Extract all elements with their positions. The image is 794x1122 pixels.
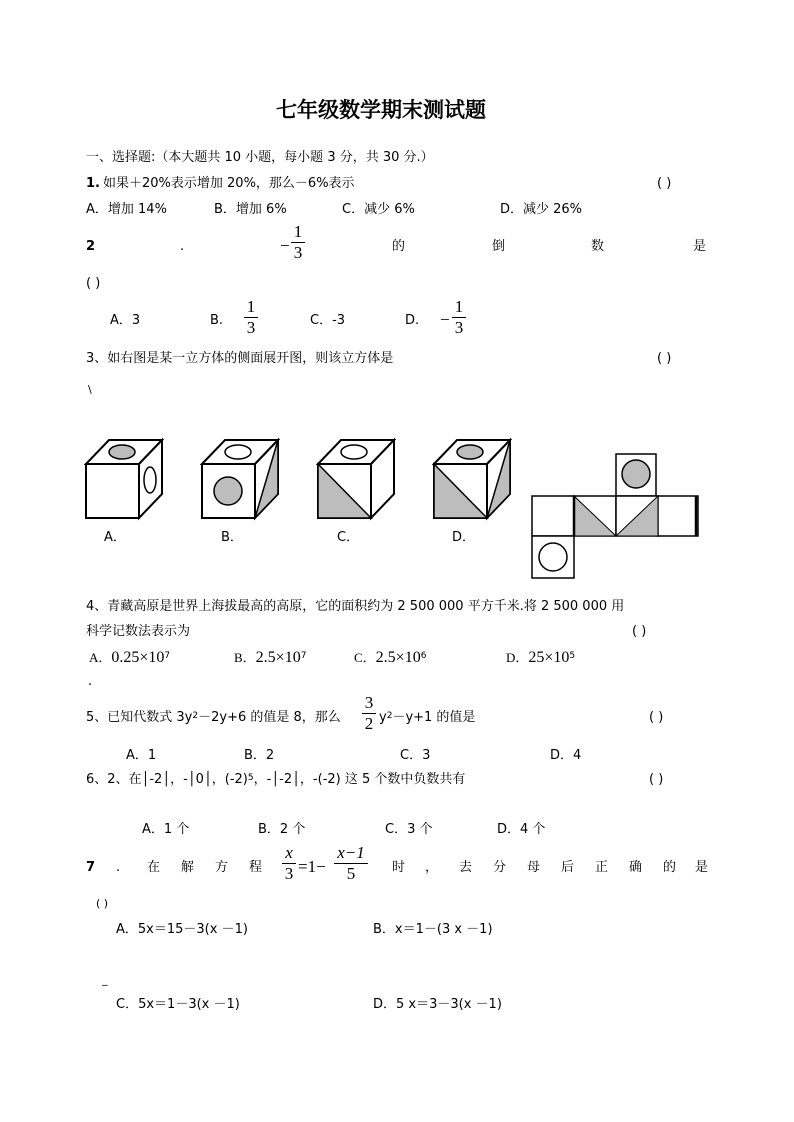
q4-option-a-exp: 7 — [164, 651, 171, 661]
q4-option-d — [506, 650, 575, 667]
q2-option-d: D. — [405, 313, 420, 328]
q7-word-1: 在 — [147, 860, 161, 875]
cube-net-figure — [530, 452, 702, 582]
q4-option-c — [354, 650, 426, 667]
cube-a-figure — [84, 436, 164, 522]
net-bottom-circle — [539, 543, 567, 571]
q7-word2-7: 正 — [595, 860, 609, 875]
q2-word-2: 倒 — [492, 239, 506, 254]
q2-option-b-fraction — [244, 298, 258, 337]
q7-word-3: 方 — [215, 860, 229, 875]
q5-text-post — [379, 710, 475, 726]
cube-b-label: B． — [221, 530, 243, 545]
q7-word2-9: 的 — [663, 860, 677, 875]
q2-option-b-den: 3 — [246, 318, 256, 337]
q4-option-c-exp: 6 — [420, 651, 427, 661]
q5-option-d: D．4 — [550, 748, 582, 763]
q7-word2-3: 去 — [459, 860, 473, 875]
cube-b-figure — [200, 436, 280, 522]
q3-stray-mark: \ — [88, 383, 92, 396]
q5-post-exp: 2 — [386, 711, 393, 721]
q4-text-line2: 科学记数法表示为 — [86, 624, 191, 639]
q7-word-2: 解 — [181, 860, 195, 875]
q5-post: －y+1 的值是 — [392, 710, 476, 725]
q6-text-post: ，-│-2│，-(-2) 这 5 个数中负数共有 — [253, 772, 466, 787]
q4-option-c-label: C． — [354, 650, 376, 665]
q7-option-a: A．5x＝15－3(x －1) — [116, 922, 248, 937]
q5-exp: 2 — [192, 711, 199, 721]
q1-text: 如果＋20%表示增加 20%，那么－6%表示 — [103, 176, 355, 191]
cube-d-figure — [432, 436, 512, 522]
q5-y: y — [379, 710, 387, 725]
q4-option-a — [89, 650, 170, 667]
cube-b-top-circle — [225, 445, 251, 459]
q4-option-b — [234, 650, 306, 667]
q6-text-pre: 6、2、在│-2│，-│0│，(-2) — [86, 772, 248, 787]
cube-c-top-circle — [341, 445, 367, 459]
q7-word2-5: 母 — [527, 860, 541, 875]
cube-c-label: C． — [337, 530, 360, 545]
q2-option-d-neg: − — [440, 310, 450, 329]
q4-option-c-value: 2.5×10 — [375, 649, 421, 666]
q4-option-b-value: 2.5×10 — [255, 649, 301, 666]
cube-a-label: A． — [104, 530, 126, 545]
q1-number: 1. — [86, 176, 100, 191]
q2-neg-sign: − — [280, 236, 290, 255]
q4-text-line1: 4、青藏高原是世界上海拔最高的高原，它的面积约为 2 500 000 平方千米.将 2 500 000 用 — [86, 599, 625, 614]
q7-rhs-num: x−1 — [337, 843, 365, 862]
q7-eq-mid: =1− — [298, 857, 326, 876]
q7-word2-8: 确 — [629, 860, 643, 875]
page-title: 七年级数学期末测试题 — [276, 97, 486, 122]
q7-dot: . — [116, 860, 121, 875]
q5-fraction — [362, 694, 376, 733]
q6-option-c: C．3 个 — [385, 822, 433, 837]
q5-option-a: A．1 — [126, 748, 157, 763]
q4-option-d-exp: 5 — [569, 651, 576, 661]
net-top-circle — [622, 460, 650, 488]
q5-fraction-den: 2 — [364, 714, 374, 733]
q2-word-4: 是 — [693, 239, 707, 254]
q2-option-d-den: 3 — [454, 318, 464, 337]
q2-fraction — [291, 223, 305, 262]
q5-text — [86, 710, 341, 726]
q7-lhs-num: x — [285, 843, 293, 862]
cube-d-top-circle — [457, 445, 483, 459]
q1-option-c: C．减少 6% — [342, 202, 415, 217]
q2-option-a: A．3 — [110, 313, 141, 328]
q5-answer-paren: ( ) — [649, 710, 664, 725]
q5-text-mid: －2y+6 的值是 8，那么 — [198, 710, 341, 725]
q4-option-b-exp: 7 — [300, 651, 307, 661]
q6-exp: 5 — [247, 773, 254, 783]
q7-answer-paren: ( ) — [96, 897, 109, 910]
q7-word2-2: ， — [425, 860, 439, 875]
q7-word2-6: 后 — [561, 860, 575, 875]
q2-option-b: B. — [210, 313, 224, 328]
q7-option-b: B．x＝1－(3 x －1) — [373, 922, 493, 937]
q4-option-d-label: D． — [506, 650, 529, 665]
cube-b-front-circle — [214, 477, 242, 505]
q4-option-d-value: 25×10 — [528, 649, 570, 666]
q2-option-d-num: 1 — [454, 297, 464, 316]
q5-text-pre: 5、已知代数式 3y — [86, 710, 193, 725]
q6-answer-paren: ( ) — [649, 772, 664, 787]
q1-option-d: D．减少 26% — [500, 202, 583, 217]
q7-word2-1: 时 — [392, 860, 406, 875]
q6-option-d: D．4 个 — [497, 822, 546, 837]
q7-rhs-fraction — [334, 844, 368, 883]
q7-word2-4: 分 — [493, 860, 507, 875]
q7-word-4: 程 — [249, 860, 263, 875]
q2-word-1: 的 — [392, 239, 406, 254]
q3-text: 3、如右图是某一立方体的侧面展开图，则该立方体是 — [86, 351, 394, 366]
cube-d-label: D． — [452, 530, 476, 545]
q2-fraction-num: 1 — [293, 222, 303, 241]
q7-rhs-den: 5 — [346, 864, 356, 883]
q2-dot: . — [180, 239, 185, 254]
q7-option-c: C．5x＝1－3(x －1) — [116, 997, 240, 1012]
q5-fraction-num: 3 — [364, 693, 374, 712]
q2-option-c: C．-3 — [310, 313, 346, 328]
q2-answer-paren: ( ) — [86, 276, 101, 291]
q4-option-a-value: 0.25×10 — [111, 649, 165, 666]
q7-word2-10: 是 — [695, 860, 709, 875]
q4-answer-paren: ( ) — [632, 624, 647, 639]
section-heading: 一、选择题:（本大题共 10 小题，每小题 3 分，共 30 分.） — [86, 150, 434, 165]
q2-number: 2 — [86, 239, 96, 254]
q1-option-b: B．增加 6% — [214, 202, 287, 217]
q7-lhs-den: 3 — [284, 864, 294, 883]
q2-fraction-den: 3 — [293, 243, 303, 262]
q5-option-c: C．3 — [400, 748, 431, 763]
cube-a-top-circle — [109, 445, 135, 459]
q1-answer-paren: ( ) — [657, 176, 672, 191]
q2-option-d-fraction — [452, 298, 466, 337]
q4-stray-mark: . — [88, 674, 93, 689]
q6-option-a: A．1 个 — [142, 822, 190, 837]
q2-option-b-num: 1 — [246, 297, 256, 316]
q5-option-b: B．2 — [244, 748, 275, 763]
q2-word-3: 数 — [591, 239, 605, 254]
q6-text — [86, 772, 465, 788]
q3-answer-paren: ( ) — [657, 351, 672, 366]
q1-option-a: A．增加 14% — [86, 202, 167, 217]
q6-option-b: B．2 个 — [258, 822, 306, 837]
q4-option-a-label: A． — [89, 650, 112, 665]
q7-option-d: D．5 x＝3－3(x －1) — [373, 997, 502, 1012]
q4-option-b-label: B． — [234, 650, 256, 665]
q7-number: 7 — [86, 860, 96, 875]
q7-lhs-fraction — [282, 844, 296, 883]
cube-c-figure — [316, 436, 396, 522]
q7-stray-mark: _ — [102, 973, 108, 986]
cube-a-side-circle — [144, 467, 156, 493]
